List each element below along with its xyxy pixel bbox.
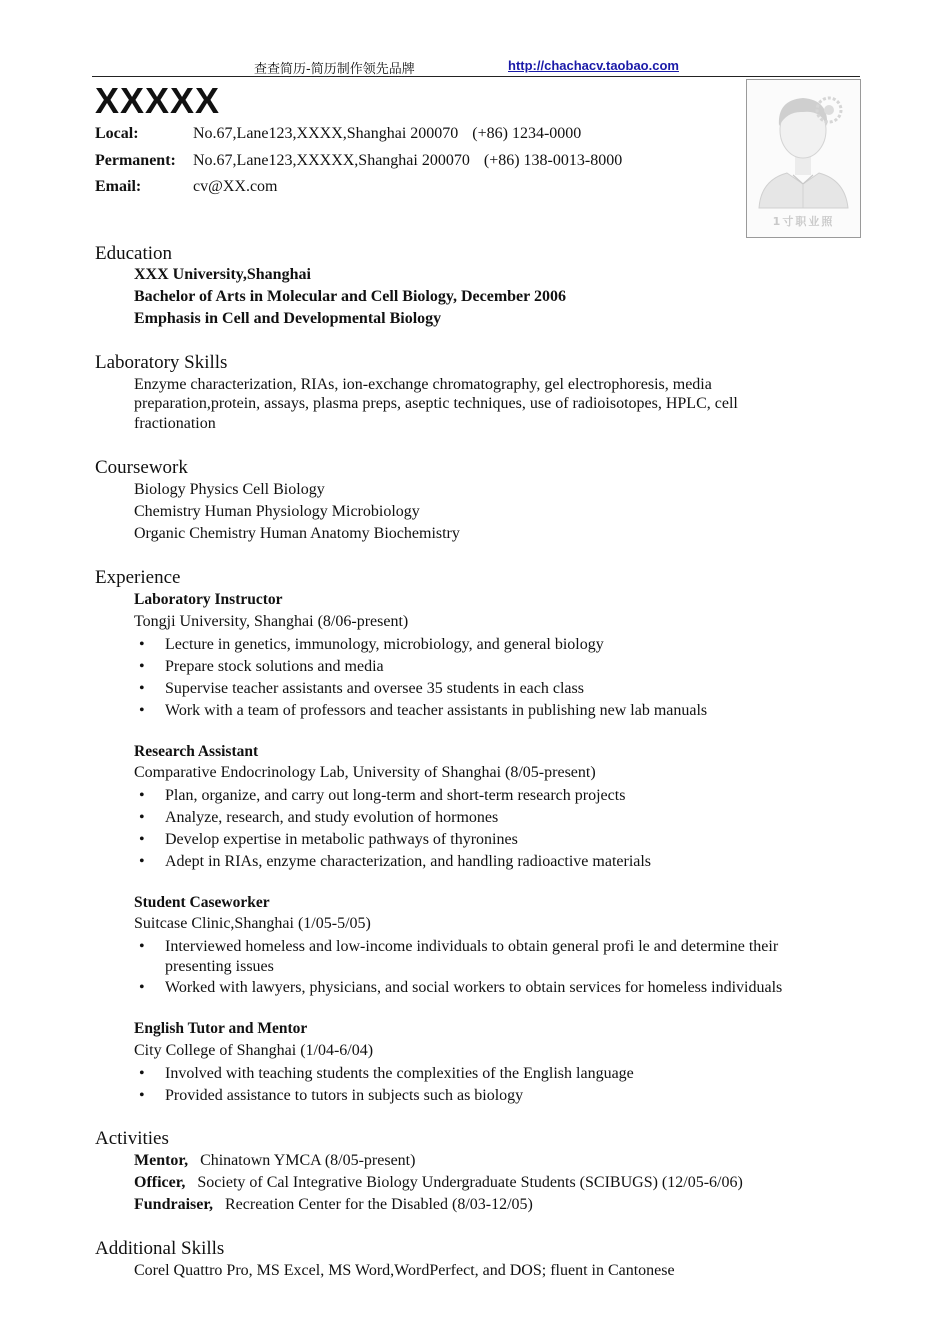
education-school: XXX University,Shanghai [134,266,311,283]
job-place: Tongji University, Shanghai (8/06-present) [134,613,409,630]
lab-skills-line: fractionation [134,415,216,432]
header-divider [92,76,860,77]
contact-email-label: Email: [95,178,142,195]
job-bullet-text: Develop expertise in metabolic pathways of thyronines [165,831,518,848]
bullet-glyph: • [139,831,145,848]
activity-item [134,1196,533,1214]
photo-placeholder [746,79,861,238]
job-bullet-text: Lecture in genetics, immunology, microbiology, and general biology [165,636,604,653]
section-additional-skills-title: Additional Skills [95,1238,225,1259]
coursework-line: Organic Chemistry Human Anatomy Biochemistry [134,525,460,542]
job-title: Student Caseworker [134,894,270,911]
bullet-glyph: • [139,809,145,826]
section-experience-title: Experience [95,567,181,588]
top-header [92,58,860,76]
job-bullet-text: Provided assistance to tutors in subjects such as biology [165,1087,524,1104]
additional-skills-text: Corel Quattro Pro, MS Excel, MS Word,WordPerfect, and DOS; fluent in Cantonese [134,1262,675,1279]
job-bullet-text: Plan, organize, and carry out long-term and short-term research projects [165,787,626,804]
job-place: City College of Shanghai (1/04-6/04) [134,1042,374,1059]
section-activities-title: Activities [95,1128,169,1149]
contact-permanent-label: Permanent: [95,152,176,169]
job-bullet-text: Interviewed homeless and low-income individuals to obtain general profi le and determine their presenting issues [165,938,779,975]
coursework-line: Chemistry Human Physiology Microbiology [134,503,420,520]
lab-skills-line: Enzyme characterization, RIAs, ion-exchange chromatography, gel electrophoresis, media [134,376,712,393]
job-bullet-text: Adept in RIAs, enzyme characterization, and handling radioactive materials [165,853,652,870]
activity-item [134,1152,415,1170]
job-title: Laboratory Instructor [134,591,283,608]
brand-link[interactable]: http://chachacv.taobao.com [508,58,679,73]
bullet-glyph: • [139,787,145,804]
brand-text: 查查简历-简历制作领先品牌 [254,62,415,77]
photo-caption: 1寸职业照 [772,215,835,228]
contact-email-value[interactable]: cv@XX.com [193,178,278,195]
activity-role: Officer, [134,1174,186,1191]
job-place: Suitcase Clinic,Shanghai (1/05-5/05) [134,915,371,932]
section-education-title: Education [95,243,173,264]
permanent-address: No.67,Lane123,XXXXX,Shanghai 200070 [193,152,470,169]
section-coursework-title: Coursework [95,457,188,478]
bullet-glyph: • [139,1065,145,1082]
job-title: Research Assistant [134,743,259,760]
job-bullet-text: Prepare stock solutions and media [165,658,384,675]
contact-local-value [193,125,581,143]
bullet-glyph: • [139,680,145,697]
contact-local-label: Local: [95,125,139,142]
job-bullet-text: Supervise teacher assistants and oversee 35 students in each class [165,680,584,697]
bullet-glyph: • [139,979,145,996]
bullet-glyph: • [139,702,145,719]
bullet-glyph: • [139,636,145,653]
education-emphasis: Emphasis in Cell and Developmental Biology [134,310,442,327]
bullet-glyph: • [139,938,145,955]
job-bullet-text: Analyze, research, and study evolution of hormones [165,809,499,826]
lab-skills-line: preparation,protein, assays, plasma preps, aseptic techniques, use of radioisotopes, HPLC, cell [134,395,738,412]
local-address: No.67,Lane123,XXXX,Shanghai 200070 [193,125,459,142]
activity-item [134,1174,743,1192]
activity-role: Mentor, [134,1152,189,1169]
bullet-glyph: • [139,853,145,870]
local-phone: (+86) 1234-0000 [472,125,582,142]
job-place: Comparative Endocrinology Lab, University of Shanghai (8/05-present) [134,764,596,781]
coursework-line: Biology Physics Cell Biology [134,481,325,498]
contact-permanent-value [193,152,622,170]
bullet-glyph: • [139,658,145,675]
activity-detail: Recreation Center for the Disabled (8/03-12/05) [224,1196,533,1213]
activity-detail: Society of Cal Integrative Biology Undergraduate Students (SCIBUGS) (12/05-6/06) [197,1174,743,1191]
permanent-phone: (+86) 138-0013-8000 [483,152,623,169]
candidate-name: XXXXX [95,80,221,121]
activity-role: Fundraiser, [134,1196,213,1213]
section-lab-skills-title: Laboratory Skills [95,352,228,373]
job-bullet-text: Involved with teaching students the complexities of the English language [165,1065,634,1082]
activity-detail: Chinatown YMCA (8/05-present) [200,1152,416,1169]
job-bullet-text: Work with a team of professors and teacher assistants in publishing new lab manuals [165,702,708,719]
job-title: English Tutor and Mentor [134,1020,308,1037]
job-bullet-text: Worked with lawyers, physicians, and social workers to obtain services for homeless individuals [165,979,783,996]
bullet-glyph: • [139,1087,145,1104]
education-degree: Bachelor of Arts in Molecular and Cell Biology, December 2006 [134,288,566,305]
